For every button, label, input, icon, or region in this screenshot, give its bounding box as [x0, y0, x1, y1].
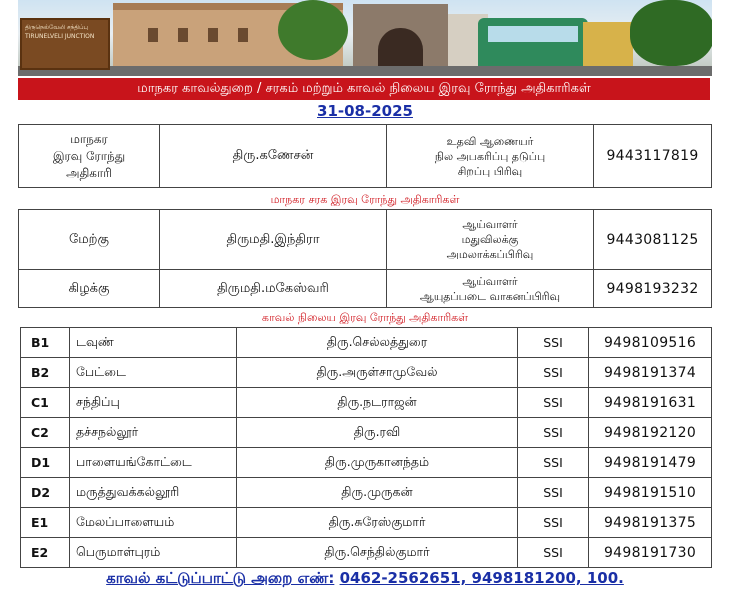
table-row — [19, 270, 712, 308]
officer-name: திரு.கணேசன் — [232, 148, 314, 163]
phone-number: 9498191631 — [589, 388, 712, 418]
area-cell — [19, 270, 160, 308]
officer-label-cell — [19, 125, 160, 188]
officer-designation-cell — [387, 125, 594, 188]
station-name: சந்திப்பு — [70, 388, 237, 418]
phone-number: 9498192120 — [589, 418, 712, 448]
bus-window — [488, 26, 578, 42]
name-cell — [160, 210, 387, 270]
table-row — [21, 328, 712, 358]
phone-number: 9498193232 — [606, 280, 699, 297]
table-row — [19, 125, 712, 188]
table-row — [21, 358, 712, 388]
window — [178, 28, 188, 42]
station-officers-table — [20, 327, 712, 568]
section-heading-text: காவல் நிலைய இரவு ரோந்து அதிகாரிகள் — [261, 311, 469, 324]
station-name: டவுண் — [70, 328, 237, 358]
table-row — [21, 538, 712, 568]
officer-rank: SSI — [518, 448, 589, 478]
officer-rank: SSI — [518, 388, 589, 418]
area-cell — [19, 210, 160, 270]
designation-line: நில அபகரிப்பு தடுப்பு — [434, 149, 546, 163]
road — [18, 66, 712, 76]
officer-name: திரு.ரவி — [237, 418, 518, 448]
area-name: கிழக்கு — [68, 280, 110, 296]
tree — [630, 0, 712, 66]
officer-name: திரு.முருகன் — [237, 478, 518, 508]
window — [148, 28, 158, 42]
label-line: இரவு ரோந்து — [52, 148, 126, 163]
range-officers-table — [18, 209, 712, 308]
station-signboard — [20, 18, 110, 70]
designation-cell — [387, 270, 594, 308]
station-name: மருத்துவக்கல்லூரி — [70, 478, 237, 508]
section-heading-text: மாநகர சரக இரவு ரோந்து அதிகாரிகள் — [270, 193, 460, 206]
table-row — [21, 478, 712, 508]
designation-line: சிறப்பு பிரிவு — [457, 164, 523, 178]
officer-rank: SSI — [518, 538, 589, 568]
window — [208, 28, 218, 42]
officer-rank: SSI — [518, 358, 589, 388]
name-cell — [160, 270, 387, 308]
range-section-heading — [0, 193, 730, 207]
station-code: D1 — [21, 448, 70, 478]
designation-line: மதுவிலக்கு — [461, 233, 519, 246]
report-date: 31-08-2025 — [317, 102, 413, 120]
station-name: பேட்டை — [70, 358, 237, 388]
phone-number: 9498109516 — [589, 328, 712, 358]
window — [238, 28, 248, 42]
date-line — [0, 102, 730, 120]
phone-number: 9498191374 — [589, 358, 712, 388]
station-name: பெருமாள்புரம் — [70, 538, 237, 568]
station-code: C2 — [21, 418, 70, 448]
phone-number: 9443081125 — [606, 231, 699, 248]
bus — [583, 22, 633, 70]
designation-cell — [387, 210, 594, 270]
designation-line: உதவி ஆணையர் — [446, 134, 534, 148]
page-title: மாநகர காவல்துறை / சரகம் மற்றும் காவல் நிலைய இரவு ரோந்து அதிகாரிகள் — [137, 81, 591, 96]
table-row — [19, 210, 712, 270]
table-row — [21, 448, 712, 478]
officer-name: திருமதி.மகேஸ்வரி — [217, 280, 329, 296]
phone-cell — [594, 210, 712, 270]
header-banner-photo — [18, 0, 712, 76]
label-line: அதிகாரி — [66, 165, 112, 180]
phone-cell — [594, 270, 712, 308]
designation-line: ஆய்வாளர் — [462, 218, 518, 231]
officer-name-cell — [160, 125, 387, 188]
phone-number: 9498191730 — [589, 538, 712, 568]
station-code: E1 — [21, 508, 70, 538]
officer-name: திருமதி.இந்திரா — [226, 231, 320, 247]
area-name: மேற்கு — [68, 231, 109, 247]
officer-rank: SSI — [518, 418, 589, 448]
officer-rank: SSI — [518, 478, 589, 508]
station-name: பாளையங்கோட்டை — [70, 448, 237, 478]
signboard-text: திருநெல்வேலி சந்திப்பு TIRUNELVELI JUNCTION — [25, 24, 95, 40]
designation-line: அமலாக்கப்பிரிவு — [446, 248, 534, 261]
station-code: E2 — [21, 538, 70, 568]
station-code: C1 — [21, 388, 70, 418]
table-row — [21, 418, 712, 448]
officer-name: திரு.அருள்சாமுவேல் — [237, 358, 518, 388]
tree — [278, 0, 348, 60]
officer-rank: SSI — [518, 508, 589, 538]
control-room-footer — [0, 569, 730, 589]
officer-rank: SSI — [518, 328, 589, 358]
designation-line: ஆயுதப்படை வாகனப்பிரிவு — [419, 289, 561, 303]
phone-number: 9498191479 — [589, 448, 712, 478]
officer-phone-cell — [594, 125, 712, 188]
station-code: B1 — [21, 328, 70, 358]
phone-number: 9498191375 — [589, 508, 712, 538]
city-officer-table — [18, 124, 712, 188]
officer-name: திரு.செல்லத்துரை — [237, 328, 518, 358]
officer-name: திரு.செந்தில்குமார் — [237, 538, 518, 568]
phone-number: 9443117819 — [606, 148, 699, 164]
station-name: மேலப்பாளையம் — [70, 508, 237, 538]
table-row — [21, 388, 712, 418]
officer-name: திரு.முருகானந்தம் — [237, 448, 518, 478]
officer-name: திரு.சுரேஸ்குமார் — [237, 508, 518, 538]
station-name: தச்சநல்லூர் — [70, 418, 237, 448]
control-room-numbers: 0462-2562651, 9498181200, 100. — [339, 569, 624, 587]
designation-line: ஆய்வாளர் — [462, 274, 518, 288]
officer-name: திரு.நடராஜன் — [237, 388, 518, 418]
control-room-label: காவல் கட்டுப்பாட்டு அறை எண்: — [106, 569, 335, 587]
station-code: B2 — [21, 358, 70, 388]
title-bar — [18, 78, 710, 100]
station-section-heading — [0, 311, 730, 325]
label-line: மாநகர — [70, 131, 108, 146]
station-code: D2 — [21, 478, 70, 508]
phone-number: 9498191510 — [589, 478, 712, 508]
table-row — [21, 508, 712, 538]
